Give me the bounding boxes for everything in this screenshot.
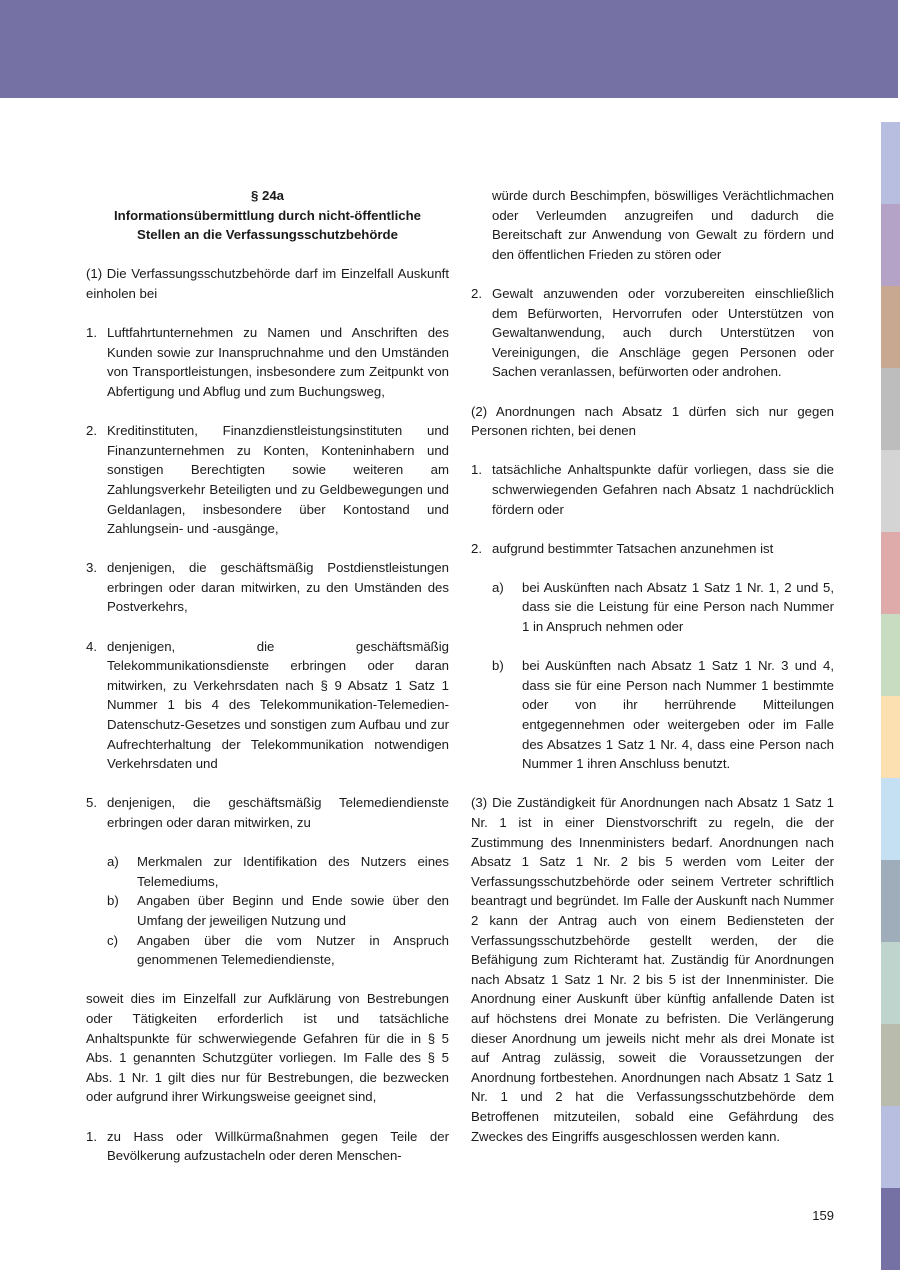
list-text: zu Hass oder Willkürmaßnahmen gegen Teile der Bevölkerung aufzustacheln oder deren Menschen- — [107, 1128, 449, 1164]
sub-list-text: bei Auskünften nach Absatz 1 Satz 1 Nr. 1, 2 und 5, dass sie die Leistung für eine Person nach Nummer 1 in Anspruch nehmen oder — [522, 579, 834, 635]
section-title-line2: Stellen an die Verfassungsschutzbehörde — [137, 227, 398, 243]
list-text: Luftfahrtunternehmen zu Namen und Anschriften des Kunden sowie zur Inanspruchnahme und den Umständen von Transportleistungen, insbesondere zum Zeitpunkt von Abfertigung und Abflug und zum Buchungsweg, — [107, 325, 449, 399]
list-text: Kreditinstituten, Finanzdienstleistungsinstituten und Finanzunternehmen zu Konten, Konteninhabern und sonstigen Berechtigten sowie weiteren am Zahlungsverkehr Beteiligten und zu Geldbewegungen und Geldanlagen, insbesondere über Kontostand und Zahlungsein- und -ausgänge, — [107, 423, 449, 537]
chapter-tab — [881, 122, 900, 204]
chapter-tab-active — [881, 1188, 900, 1270]
chapter-tab — [881, 696, 900, 778]
sub-list-item — [492, 656, 834, 774]
sub-list-item — [492, 578, 834, 637]
chapter-tab-strip — [881, 122, 900, 1270]
chapter-tab — [881, 532, 900, 614]
list-item — [471, 460, 834, 519]
header-band — [0, 0, 898, 98]
chapter-tab — [881, 286, 900, 368]
sub-list-label: c) — [107, 932, 118, 948]
paragraph-2: (2) Anordnungen nach Absatz 1 dürfen sich nur gegen Personen richten, bei denen — [471, 403, 834, 439]
list-number: 1. — [86, 1128, 97, 1144]
chapter-tab — [881, 860, 900, 942]
list-number: 1. — [86, 325, 97, 341]
chapter-tab — [881, 368, 900, 450]
sub-list-item — [107, 852, 449, 891]
sub-list-text: Angaben über die vom Nutzer in Anspruch genommenen Telemediendienste, — [137, 932, 449, 968]
chapter-tab — [881, 614, 900, 696]
list-item — [471, 539, 834, 559]
list-item — [86, 323, 449, 401]
list-item — [86, 421, 449, 539]
list-number: 2. — [471, 540, 482, 556]
sub-list-text: Angaben über Beginn und Ende sowie über den Umfang der jeweiligen Nutzung und — [137, 893, 449, 928]
list-item — [86, 558, 449, 617]
sub-list-item — [107, 931, 449, 970]
sub-list-label: a) — [492, 579, 504, 595]
paragraph-continuation: soweit dies im Einzelfall zur Aufklärung von Bestrebungen oder Tätigkeiten erforderlich ist und tatsächliche Anhaltspunkte für schwerwiegende Gefahren für die in § 5 Abs. 1 genannten Schutzgüter vorliegen. Im Falle des § 5 Abs. 1 Nr. 1 gilt dies nur für Bestrebungen, die bezwecken oder aufgrund ihrer Wirkungsweise geeignet sind, — [86, 991, 449, 1105]
sub-list-item — [107, 891, 449, 930]
list-item — [471, 284, 834, 382]
list-number: 2. — [471, 285, 482, 301]
list-number: 1. — [471, 462, 482, 478]
list-text: würde durch Beschimpfen, böswilliges Verächtlichmachen oder Verleumden anzugreifen und dadurch die Bereitschaft zur Anwendung von Gewalt zu fördern und den öffentlichen Frieden zu stören oder — [492, 188, 834, 262]
right-column — [471, 186, 834, 1146]
list-text: denjenigen, die geschäftsmäßig Telemediendienste erbringen oder daran mitwirken, zu — [107, 795, 449, 830]
list-text: denjenigen, die geschäftsmäßig Telekommunikationsdienste erbringen oder daran mitwirken, zu Verkehrsdaten nach § 9 Absatz 1 Satz 1 Nummer 1 bis 4 des Telekommunikation-Telemedien-Datenschutz-Gesetzes und sonstigen zum Aufbau und zur Aufrechterhaltung der Telekommunikation notwendigen Verkehrsdaten und — [107, 638, 449, 772]
list-item — [86, 793, 449, 832]
sub-list-label: b) — [492, 658, 504, 674]
list-text: denjenigen, die geschäftsmäßig Postdienstleistungen erbringen oder daran mitwirken, zu den Umständen des Postverkehrs, — [107, 560, 449, 615]
left-column — [86, 186, 449, 1166]
list-number: 3. — [86, 560, 97, 576]
list-text: tatsächliche Anhaltspunkte dafür vorliegen, dass sie die schwerwiegenden Gefahren nach Absatz 1 nachdrücklich fördern oder — [492, 462, 834, 517]
list-text: aufgrund bestimmter Tatsachen anzunehmen ist — [492, 540, 774, 556]
list-item — [86, 1127, 449, 1166]
page-number: 159 — [812, 1208, 834, 1223]
chapter-tab — [881, 942, 900, 1024]
section-title-line1: Informationsübermittlung durch nicht-öffentliche — [114, 207, 421, 223]
sub-list-label: b) — [107, 893, 119, 909]
paragraph-1: (1) Die Verfassungsschutzbehörde darf im Einzelfall Auskunft einholen bei — [86, 266, 449, 301]
list-number: 5. — [86, 795, 97, 811]
list-number: 4. — [86, 638, 97, 654]
sub-list-label: a) — [107, 854, 119, 870]
list-text: Gewalt anzuwenden oder vorzubereiten einschließlich dem Befürworten, Hervorrufen oder Unterstützen von Gewaltanwendung, auch durch Unterstützen von Vereinigungen, die Anschläge gegen Personen oder Sachen veranlassen, befürworten oder androhen. — [492, 285, 834, 380]
section-number: § 24a — [250, 188, 284, 203]
sub-list-text: Merkmalen zur Identifikation des Nutzers eines Telemediums, — [137, 854, 449, 889]
list-item — [86, 637, 449, 774]
chapter-tab — [881, 450, 900, 532]
sub-list-text: bei Auskünften nach Absatz 1 Satz 1 Nr. 3 und 4, dass sie für eine Person nach Nummer 1 bestimmte oder von ihr herrührende Mitteilungen entgegennehmen oder weitergeben oder im Falle des Absatzes 1 Satz 1 Nr. 4, dass eine Person nach Nummer 1 ihren Anschluss benutzt. — [522, 658, 834, 772]
list-number: 2. — [86, 423, 97, 439]
chapter-tab — [881, 1106, 900, 1188]
paragraph-3: (3) Die Zuständigkeit für Anordnungen nach Absatz 1 Satz 1 Nr. 1 ist in einer Dienstvorschrift zu regeln, die der Zustimmung des Innenministers bedarf. Anordnungen nach Absatz 1 Satz 1 Nr. 2 bis 5 werden vom Leiter der Verfassungsschutzbehörde oder seinem Vertreter schriftlich beantragt und begründet. Im Falle der Auskunft nach Nummer 2 kann der Antrag auch von einem Bediensteten der Verfassungsschutzbehörde gestellt werden, der die Befähigung zum Richteramt hat. Zuständig für Anordnungen nach Absatz 1 Satz 1 Nr. 2 bis 5 ist der Innenminister. Die Anordnung einer Auskunft über künftig anfallende Daten ist auf höchstens drei Monate zu befristen. Die Verlängerung dieser Anordnung um jeweils nicht mehr als drei Monate ist auf Antrag zulässig, soweit die Voraussetzungen der Anordnung fortbestehen. Anordnungen nach Absatz 1 Satz 1 Nr. 1 und 2 hat die Verfassungsschutzbehörde dem Betroffenen mitzuteilen, sobald eine Gefährdung des Zweckes des Eingriffs ausgeschlossen werden kann. — [471, 795, 834, 1144]
chapter-tab — [881, 1024, 900, 1106]
list-item-continuation — [471, 186, 834, 264]
chapter-tab — [881, 204, 900, 286]
chapter-tab — [881, 778, 900, 860]
